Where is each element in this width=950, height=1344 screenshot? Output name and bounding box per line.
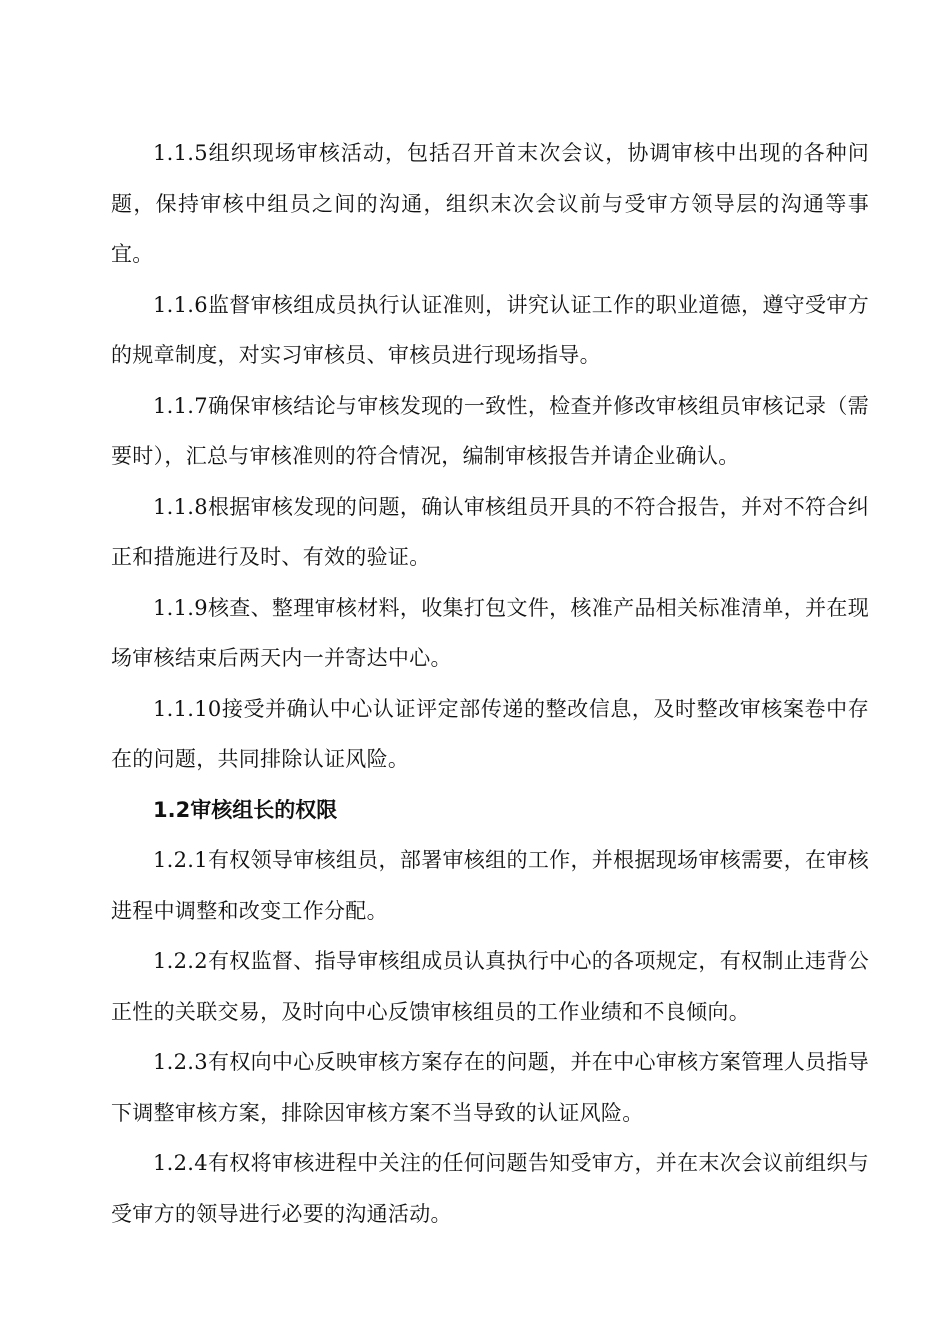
paragraph-1-1-7: 1.1.7确保审核结论与审核发现的一致性，检查并修改审核组员审核记录（需要时），汇总与审核准则的符合情况，编制审核报告并请企业确认。: [111, 393, 869, 468]
paragraph-1-1-10: 1.1.10接受并确认中心认证评定部传递的整改信息，及时整改审核案卷中存在的问题，共同排除认证风险。: [111, 696, 869, 771]
paragraph-1-2-4: 1.2.4有权将审核进程中关注的任何问题告知受审方，并在末次会议前组织与受审方的领导进行必要的沟通活动。: [111, 1151, 869, 1226]
paragraph-1-2-1: 1.2.1有权领导审核组员，部署审核组的工作，并根据现场审核需要，在审核进程中调整和改变工作分配。: [111, 848, 869, 923]
paragraph-1-1-6: 1.1.6监督审核组成员执行认证准则，讲究认证工作的职业道德，遵守受审方的规章制度，对实习审核员、审核员进行现场指导。: [111, 292, 869, 367]
paragraph-1-1-9: 1.1.9核查、整理审核材料，收集打包文件，核准产品相关标准清单，并在现场审核结束后两天内一并寄达中心。: [111, 595, 869, 670]
paragraph-1-1-8: 1.1.8根据审核发现的问题，确认审核组员开具的不符合报告，并对不符合纠正和措施进行及时、有效的验证。: [111, 494, 869, 569]
paragraph-1-2-3: 1.2.3有权向中心反映审核方案存在的问题，并在中心审核方案管理人员指导下调整审核方案，排除因审核方案不当导致的认证风险。: [111, 1050, 869, 1125]
paragraph-1-2-2: 1.2.2有权监督、指导审核组成员认真执行中心的各项规定，有权制止违背公正性的关联交易，及时向中心反馈审核组员的工作业绩和不良倾向。: [111, 949, 869, 1024]
section-heading-1-2: 1.2审核组长的权限: [153, 797, 338, 822]
document-body: [111, 128, 869, 1239]
paragraph-1-1-5: 1.1.5组织现场审核活动，包括召开首末次会议，协调审核中出现的各种问题，保持审核中组员之间的沟通，组织末次会议前与受审方领导层的沟通等事宜。: [111, 141, 869, 266]
